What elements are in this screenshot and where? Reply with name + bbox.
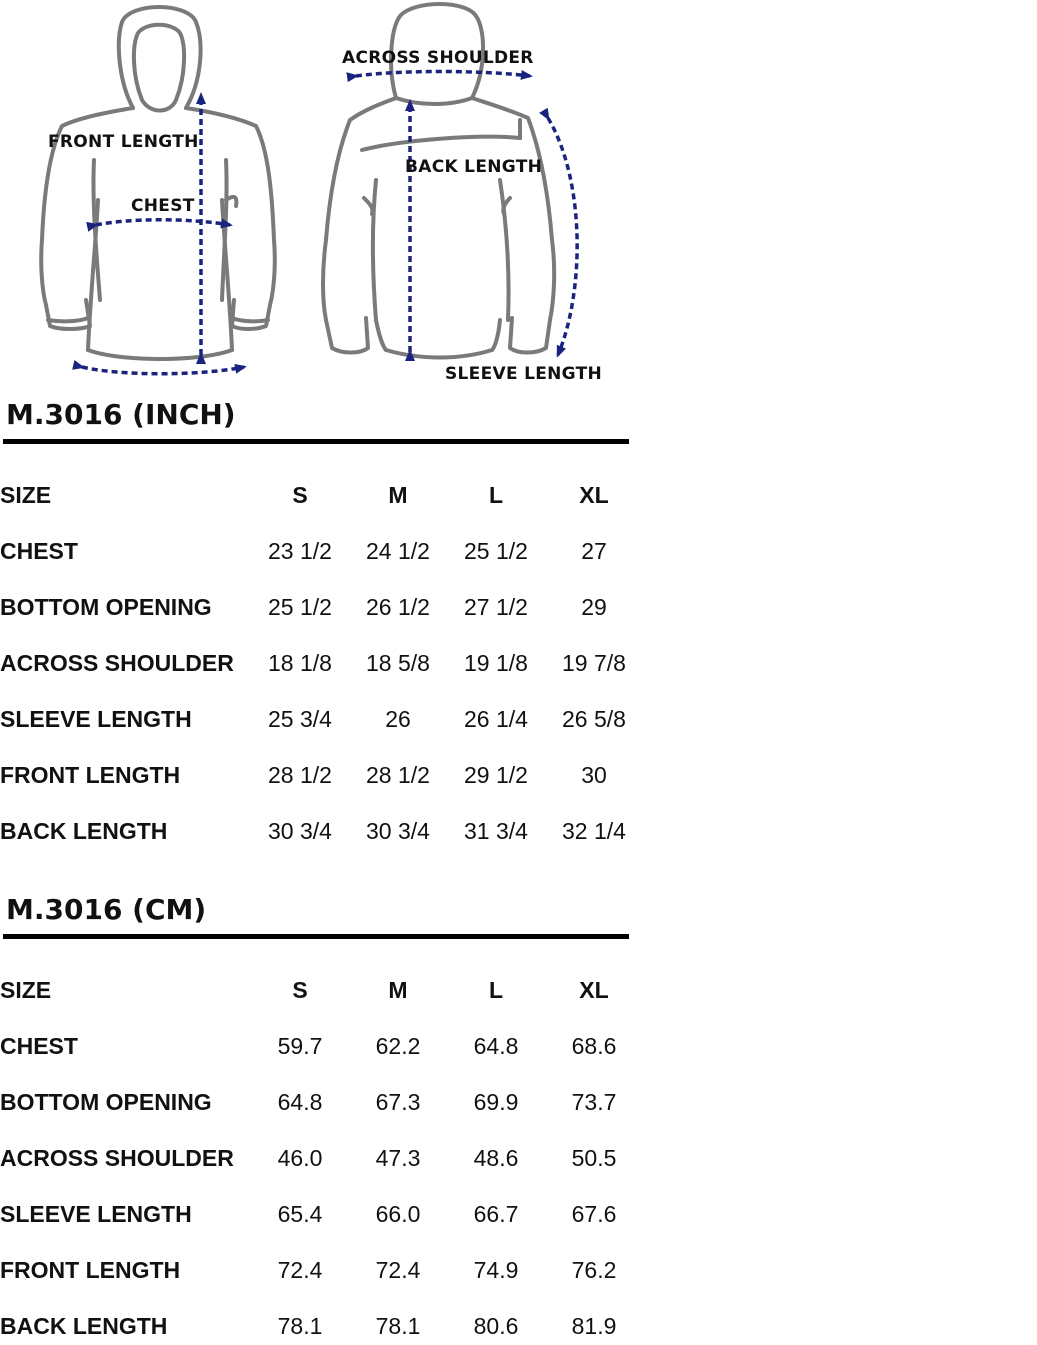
sleeve-length-label: SLEEVE LENGTH bbox=[445, 364, 603, 384]
size-column-header: XL bbox=[579, 482, 609, 508]
measurement-value: 25 3/4 bbox=[268, 706, 332, 732]
bottom-opening-arrow bbox=[82, 367, 244, 374]
measurement-value: 64.8 bbox=[473, 1033, 519, 1059]
chest-arrow bbox=[96, 220, 230, 225]
inch-table-row bbox=[0, 762, 650, 794]
measurement-value: 19 1/8 bbox=[464, 650, 528, 676]
measurement-value: 46.0 bbox=[277, 1145, 323, 1171]
cm-table-title: M.3016 (CM) bbox=[6, 893, 207, 926]
measurement-label: FRONT LENGTH bbox=[0, 762, 181, 788]
measurement-label: ACROSS SHOULDER bbox=[0, 650, 234, 676]
measurement-value: 30 3/4 bbox=[366, 818, 430, 844]
measurement-value: 78.1 bbox=[277, 1313, 323, 1339]
across-shoulder-label: ACROSS SHOULDER bbox=[342, 48, 534, 68]
measurement-value: 65.4 bbox=[277, 1201, 323, 1227]
inch-table-title: M.3016 (INCH) bbox=[6, 398, 236, 431]
front-hoodie bbox=[41, 7, 275, 359]
measurement-value: 24 1/2 bbox=[366, 538, 430, 564]
cm-table-row bbox=[0, 1257, 650, 1289]
measurement-label: CHEST bbox=[0, 1033, 78, 1059]
measurement-value: 62.2 bbox=[375, 1033, 421, 1059]
measurement-value: 67.3 bbox=[375, 1089, 421, 1115]
measurement-diagram bbox=[0, 0, 640, 400]
measurement-value: 50.5 bbox=[571, 1145, 617, 1171]
across-shoulder-arrow bbox=[356, 72, 530, 77]
measurement-value: 18 1/8 bbox=[268, 650, 332, 676]
back-length-label: BACK LENGTH bbox=[405, 157, 543, 177]
inch-table-row bbox=[0, 650, 650, 682]
measurement-value: 67.6 bbox=[571, 1201, 617, 1227]
inch-table-row bbox=[0, 706, 650, 738]
measurement-value: 30 3/4 bbox=[268, 818, 332, 844]
measurement-value: 26 5/8 bbox=[562, 706, 626, 732]
front-length-label: FRONT LENGTH bbox=[48, 132, 199, 152]
inch-header-row bbox=[0, 482, 650, 514]
measurement-value: 48.6 bbox=[473, 1145, 519, 1171]
chest-label: CHEST bbox=[131, 196, 195, 216]
cm-title-divider bbox=[3, 934, 629, 939]
inch-table-row bbox=[0, 538, 650, 570]
measurement-value: 74.9 bbox=[473, 1257, 519, 1283]
size-column-header: M bbox=[388, 482, 408, 508]
measurement-value: 66.0 bbox=[375, 1201, 421, 1227]
measurement-value: 27 1/2 bbox=[464, 594, 528, 620]
cm-table-row bbox=[0, 1033, 650, 1065]
hoodie-illustration bbox=[0, 0, 640, 400]
measurement-label: SLEEVE LENGTH bbox=[0, 706, 192, 732]
measurement-value: 27 bbox=[581, 538, 607, 564]
size-column-header: L bbox=[488, 482, 504, 508]
measurement-value: 26 bbox=[385, 706, 411, 732]
size-column-header: M bbox=[388, 977, 408, 1003]
measurement-label: BACK LENGTH bbox=[0, 818, 168, 844]
measurement-value: 29 bbox=[581, 594, 607, 620]
inch-title-divider bbox=[3, 439, 629, 444]
measurement-value: 64.8 bbox=[277, 1089, 323, 1115]
measurement-value: 26 1/4 bbox=[464, 706, 528, 732]
measurement-value: 30 bbox=[581, 762, 607, 788]
size-column-header: S bbox=[292, 482, 308, 508]
measurement-value: 73.7 bbox=[571, 1089, 617, 1115]
measurement-value: 32 1/4 bbox=[562, 818, 626, 844]
measurement-label: CHEST bbox=[0, 538, 78, 564]
measurement-label: SLEEVE LENGTH bbox=[0, 1201, 192, 1227]
measurement-value: 47.3 bbox=[375, 1145, 421, 1171]
measurement-value: 66.7 bbox=[473, 1201, 519, 1227]
measurement-value: 69.9 bbox=[473, 1089, 519, 1115]
measurement-value: 31 3/4 bbox=[464, 818, 528, 844]
size-header-label: SIZE bbox=[0, 482, 52, 508]
measurement-value: 78.1 bbox=[375, 1313, 421, 1339]
measurement-value: 29 1/2 bbox=[464, 762, 528, 788]
measurement-label: BACK LENGTH bbox=[0, 1313, 168, 1339]
cm-table-row bbox=[0, 1201, 650, 1233]
cm-header-row bbox=[0, 977, 650, 1009]
measurement-value: 25 1/2 bbox=[464, 538, 528, 564]
cm-table-row bbox=[0, 1145, 650, 1177]
size-column-header: S bbox=[292, 977, 308, 1003]
measurement-value: 72.4 bbox=[277, 1257, 323, 1283]
measurement-value: 19 7/8 bbox=[562, 650, 626, 676]
measurement-value: 68.6 bbox=[571, 1033, 617, 1059]
size-header-label: SIZE bbox=[0, 977, 52, 1003]
measurement-value: 23 1/2 bbox=[268, 538, 332, 564]
cm-table-row bbox=[0, 1313, 650, 1345]
measurement-value: 18 5/8 bbox=[366, 650, 430, 676]
cm-table-row bbox=[0, 1089, 650, 1121]
measurement-value: 81.9 bbox=[571, 1313, 617, 1339]
size-column-header: XL bbox=[579, 977, 609, 1003]
measurement-value: 76.2 bbox=[571, 1257, 617, 1283]
measurement-value: 59.7 bbox=[277, 1033, 323, 1059]
measurement-label: ACROSS SHOULDER bbox=[0, 1145, 234, 1171]
measurement-value: 26 1/2 bbox=[366, 594, 430, 620]
inch-table-row bbox=[0, 818, 650, 850]
size-column-header: L bbox=[488, 977, 504, 1003]
inch-table-row bbox=[0, 594, 650, 626]
measurement-label: BOTTOM OPENING bbox=[0, 1089, 212, 1115]
measurement-value: 25 1/2 bbox=[268, 594, 332, 620]
measurement-value: 28 1/2 bbox=[268, 762, 332, 788]
measurement-label: BOTTOM OPENING bbox=[0, 594, 212, 620]
measurement-value: 28 1/2 bbox=[366, 762, 430, 788]
measurement-label: FRONT LENGTH bbox=[0, 1257, 181, 1283]
measurement-value: 72.4 bbox=[375, 1257, 421, 1283]
measurement-value: 80.6 bbox=[473, 1313, 519, 1339]
